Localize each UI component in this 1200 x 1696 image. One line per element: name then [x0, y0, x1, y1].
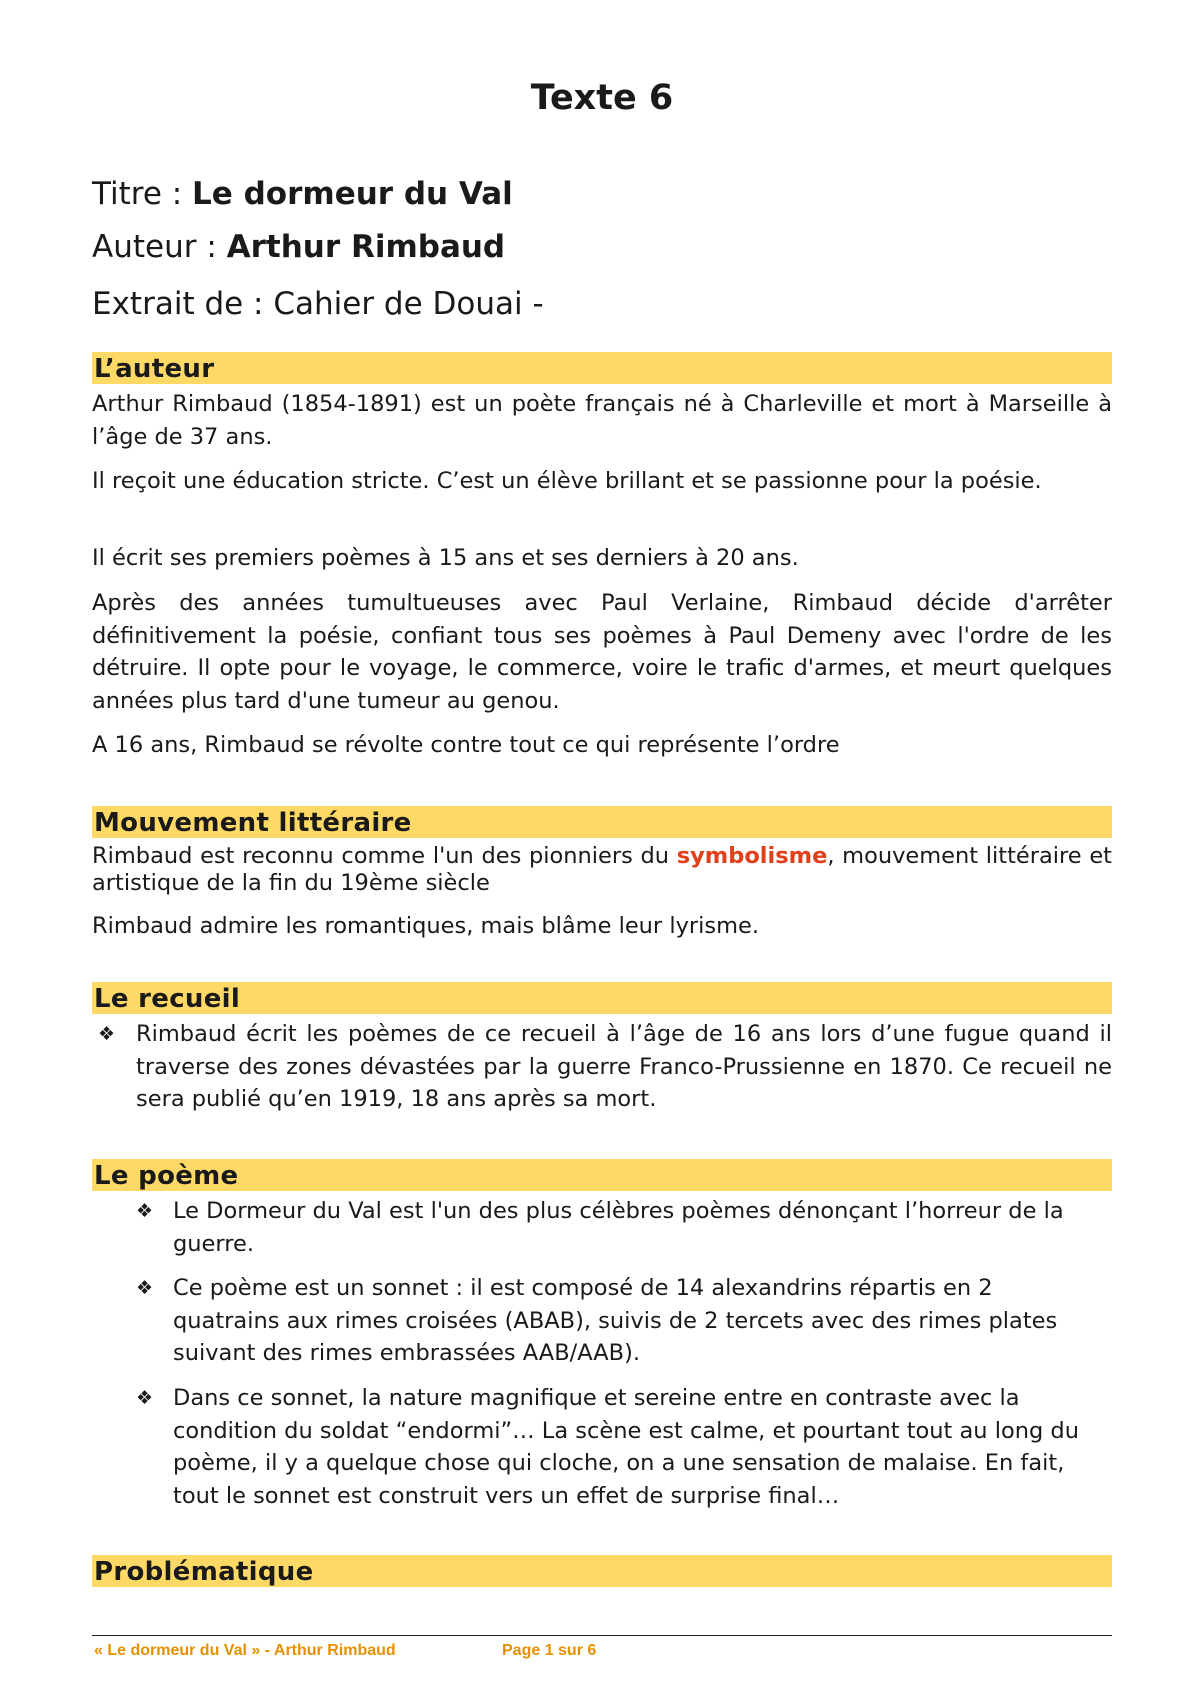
meta-extrait: Extrait de : Cahier de Douai - — [92, 286, 544, 322]
mouvement-paragraph-2: Rimbaud admire les romantiques, mais blâme leur lyrisme. — [92, 913, 760, 939]
bullet-icon: ❖ — [136, 1200, 154, 1222]
auteur-paragraph-4: Après des années tumultueuses avec Paul Verlaine, Rimbaud décide d'arrêter définitivement la poésie, confiant tous ses poèmes à Paul Demeny avec l'ordre de les détruire. Il opte pour le voyage, le commerce, voire le trafic d'armes, et meurt quelques années plus tard d'une tumeur au genou. — [92, 590, 1112, 714]
meta-auteur-label: Auteur : — [92, 229, 227, 265]
poeme-item-3: Dans ce sonnet, la nature magnifique et sereine entre en contraste avec la condition du soldat “endormi”… La scène est calme, et pourtant tout au long du poème, il y a quelque chose qui cloche, on a une sensation de malaise. En fait, tout le sonnet est construit vers un effet de surprise final… — [173, 1385, 1079, 1509]
mouvement-text-after: , mouvement littéraire et artistique de la fin du 19ème siècle — [92, 843, 1112, 896]
meta-titre-label: Titre : — [92, 176, 193, 212]
auteur-paragraph-5: A 16 ans, Rimbaud se révolte contre tout ce qui représente l’ordre — [92, 732, 840, 758]
footer-document-title: « Le dormeur du Val » - Arthur Rimbaud — [94, 1642, 396, 1659]
bullet-icon: ❖ — [136, 1277, 154, 1299]
section-heading-auteur: L’auteur — [92, 352, 1112, 384]
meta-auteur — [92, 229, 505, 265]
mouvement-text-before: Rimbaud est reconnu comme l'un des pionniers du — [92, 843, 677, 869]
meta-auteur-value: Arthur Rimbaud — [226, 229, 506, 265]
bullet-icon: ❖ — [98, 1023, 116, 1045]
footer-page-number: Page 1 sur 6 — [502, 1642, 597, 1659]
mouvement-paragraph-1 — [92, 843, 1112, 897]
symbolisme-highlight: symbolisme — [676, 843, 828, 869]
recueil-item-1: Rimbaud écrit les poèmes de ce recueil à l’âge de 16 ans lors d’une fugue quand il traverse des zones dévastées par la guerre Franco-Prussienne en 1870. Ce recueil ne sera publié qu’en 1919, 18 ans après sa mort. — [136, 1021, 1112, 1112]
meta-titre — [92, 176, 513, 212]
auteur-paragraph-3: Il écrit ses premiers poèmes à 15 ans et ses derniers à 20 ans. — [92, 545, 799, 571]
section-heading-mouvement: Mouvement littéraire — [92, 806, 1112, 838]
poeme-item-2: Ce poème est un sonnet : il est composé de 14 alexandrins répartis en 2 quatrains aux rimes croisées (ABAB), suivis de 2 tercets avec des rimes plates suivant des rimes embrassées AAB/AAB). — [173, 1275, 1058, 1366]
section-heading-recueil: Le recueil — [92, 982, 1112, 1014]
section-heading-poeme: Le poème — [92, 1159, 1112, 1191]
section-heading-problematique: Problématique — [92, 1555, 1112, 1587]
poeme-item-1: Le Dormeur du Val est l'un des plus célèbres poèmes dénonçant l’horreur de la guerre. — [173, 1198, 1064, 1257]
bullet-icon: ❖ — [136, 1387, 154, 1409]
auteur-paragraph-1: Arthur Rimbaud (1854-1891) est un poète français né à Charleville et mort à Marseille à l’âge de 37 ans. — [92, 391, 1112, 450]
auteur-paragraph-2: Il reçoit une éducation stricte. C’est un élève brillant et se passionne pour la poésie. — [92, 468, 1042, 494]
footer-divider — [92, 1635, 1112, 1636]
meta-titre-value: Le dormeur du Val — [192, 176, 513, 212]
page-title: Texte 6 — [530, 78, 674, 118]
